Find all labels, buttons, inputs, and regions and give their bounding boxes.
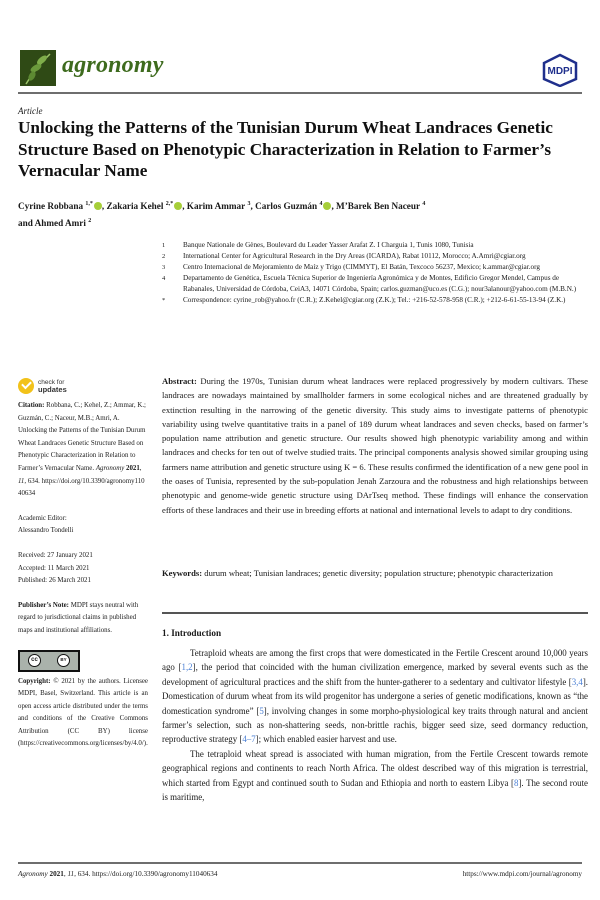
academic-editor-name: Alessandro Tondelli — [18, 527, 74, 535]
citation-volume: 11 — [18, 477, 25, 485]
footer-year: 2021 — [49, 870, 64, 878]
academic-editor-block — [18, 513, 148, 538]
author[interactable] — [18, 201, 102, 211]
by-person-icon: BY — [57, 654, 70, 667]
copyright-block — [18, 676, 148, 752]
affiliation-number: * — [162, 297, 166, 304]
cc-by-license-badge[interactable] — [18, 650, 80, 672]
author-separator: , — [331, 201, 337, 212]
affiliation-number: 4 — [162, 275, 166, 282]
paragraph — [162, 747, 588, 805]
check-for-updates-label — [38, 379, 67, 393]
keywords-text: durum wheat; Tunisian landraces; genetic diversity; population structure; phenotypic characterization — [204, 568, 553, 578]
published-date: Published: 26 March 2021 — [18, 577, 91, 585]
citation-link[interactable]: 1,2 — [181, 662, 193, 673]
article-title: Unlocking the Patterns of the Tunisian Durum Wheat Landraces Genetic Structure Based on Phenotypic Characterization in Relation to Farmer’s Vernacular Name — [18, 118, 553, 180]
affiliation-number: 2 — [162, 253, 166, 260]
author-affiliation-sup: 2 — [88, 218, 92, 225]
header-rule — [18, 92, 582, 94]
abstract — [162, 374, 588, 517]
publisher-note-text: MDPI stays neutral with regard to jurisdictional claims in published maps and institutional affiliations. — [18, 601, 139, 634]
dates-block — [18, 550, 148, 588]
text-run: ]; which enabled easier harvest and use. — [255, 734, 397, 745]
text-run: ]. The second route is maritime, — [162, 777, 588, 803]
cc-icon: cc — [28, 654, 41, 667]
author-separator: , — [182, 201, 187, 212]
orcid-icon[interactable] — [174, 202, 182, 210]
section-divider — [162, 612, 588, 614]
text-run: Tetraploid wheats are among the first crops that were domesticated in the Fertile Crescent around 10,000 years ago [ — [162, 648, 588, 673]
author-affiliation-sup: 3 — [247, 201, 251, 207]
author-name: Cyrine Robbana — [18, 201, 84, 212]
checkmark-icon — [18, 378, 34, 394]
affiliation-item — [162, 251, 592, 262]
copyright-label: Copyright: — [18, 677, 51, 685]
publisher-note-block — [18, 600, 148, 638]
footer-rule — [18, 862, 582, 864]
affiliation-text: Banque Nationale de Gènes, Boulevard du Leader Yasser Arafat Z. I Charguia 1, Tunis 1080, Tunisia — [183, 241, 474, 249]
footer-journal: Agronomy — [18, 870, 48, 878]
introduction-body — [162, 646, 588, 804]
author-affiliation-sup: 4 — [422, 201, 426, 207]
author-affiliation-sup: 4 — [319, 201, 323, 207]
affiliation-item — [162, 240, 592, 251]
text-run: ]. Domestication of durum wheat from its wild progenitor has undergone a series of genetic modifications, known as “the domestication syndrome” [ — [162, 676, 588, 716]
footer-citation: Agronomy 2021, 11, 634. https://doi.org/10.3390/agronomy11040634 — [18, 870, 218, 878]
affiliation-text: International Center for Agricultural Research in the Dry Areas (ICARDA), Rabat 10112, Morocco; A.Amri@cgiar.org — [183, 252, 526, 260]
affiliations — [162, 240, 592, 306]
keywords-label: Keywords: — [162, 568, 203, 578]
copyright-text: © 2021 by the authors. Licensee MDPI, Basel, Switzerland. This article is an open access article distributed under the terms and conditions of the Creative Commons Attribution (CC BY) license (https://creativecommons.org/licenses/by/4.0/). — [18, 677, 148, 748]
affiliation-item — [162, 262, 592, 273]
author-separator: , — [101, 201, 107, 212]
author[interactable] — [106, 201, 182, 211]
publisher-note-label: Publisher’s Note: — [18, 601, 69, 609]
journal-name: agronomy — [62, 52, 164, 78]
received-date: Received: 27 January 2021 — [18, 551, 93, 559]
author-name: Zakaria Kehel — [106, 201, 164, 212]
footer-doi-link[interactable]: , 634. https://doi.org/10.3390/agronomy11040634 — [74, 870, 218, 878]
affiliation-text: Correspondence: cyrine_rob@yahoo.fr (C.R.); Z.Kehel@cgiar.org (Z.K.); Tel.: +216-52-578-958 (C.R.); +212-6-61-55-13-94 (Z.K.) — [183, 296, 566, 304]
text-run: ], the period that coincided with the human civilization emergence, marked by several events such as the development of agricultural practices and the shift from the hunter-gatherer to a sedentary and cultivator lifestyle [ — [162, 662, 588, 687]
citation-block: Citation: Robbana, C.; Kehel, Z.; Ammar, K.; Guzmán, C.; Naceur, M.B.; Amri, A. Unlocking the Patterns of the Tunisian Durum Wheat Landraces Genetic Structure Based on Phenotypic Characterization in Relation to Farmer’s Vernacular Name. Agronomy 2021, 11, 634. https://doi.org/10.3390/agronomy11040634 — [18, 402, 146, 498]
check-for-updates-line1: check for — [38, 379, 65, 386]
check-for-updates-button[interactable] — [18, 378, 148, 394]
footer-volume: 11 — [67, 870, 75, 878]
author[interactable] — [255, 201, 331, 211]
author-affiliation-sup: 1,* — [85, 201, 93, 207]
check-for-updates-line2: updates — [38, 385, 67, 394]
footer-journal-url[interactable]: https://www.mdpi.com/journal/agronomy — [462, 870, 582, 878]
paragraph — [162, 646, 588, 747]
author[interactable] — [336, 201, 425, 211]
affiliation-item — [162, 295, 592, 306]
citation-label: Citation: — [18, 402, 45, 409]
affiliation-number: 1 — [162, 242, 166, 249]
author-name: Karim Ammar — [186, 201, 246, 212]
citation-link[interactable]: 4–7 — [242, 734, 256, 745]
author-affiliation-sup: 2,* — [165, 201, 174, 207]
article-type-label: Article — [18, 106, 43, 116]
citation-link[interactable]: 3,4 — [571, 676, 583, 687]
citation-link[interactable]: 5 — [259, 705, 264, 716]
affiliation-item — [162, 273, 592, 295]
author-list — [18, 197, 588, 231]
abstract-label: Abstract: — [162, 376, 197, 386]
affiliation-text: Centro Internacional de Mejoramiento de Maíz y Trigo (CIMMYT), El Batán, Texcoco 56237, Mexico; k.ammar@cgiar.org — [183, 263, 540, 271]
citation-doi-link[interactable]: , 634. https://doi.org/10.3390/agronomy11040634 — [18, 477, 145, 498]
citation-text: Robbana, C.; Kehel, Z.; Ammar, K.; Guzmán, C.; Naceur, M.B.; Amri, A. Unlocking the Patterns of the Tunisian Durum Wheat Landraces Genetic Structure Based on Phenotypic Characterization in Relation to Farmer’s Vernacular Name. — [18, 402, 146, 472]
affiliation-text: Departamento de Genética, Escuela Técnica Superior de Ingeniería Agronómica y de Montes, Edificio Gregor Mendel, Campus de Rabanales, Universidad de Córdoba, CeiA3, 14071 Córdoba, Spain; carlos.guzman@uco.es (C.G.); nour3alanour@yahoo.com (M.B.N.) — [183, 274, 577, 293]
section-heading-introduction: 1. Introduction — [162, 628, 222, 638]
accepted-date: Accepted: 11 March 2021 — [18, 564, 90, 572]
affiliation-number: 3 — [162, 264, 166, 271]
sidebar — [18, 378, 148, 751]
keywords — [162, 566, 588, 580]
orcid-icon[interactable] — [94, 202, 102, 210]
text-run: ], involving changes in some morpho-physiological key traits through natural and ancient farmer’s selection, such as non-shattering seeds, non-brittle rachis, bigger seed size, seed dormancy reduction, reproductive strategy [ — [162, 705, 588, 745]
academic-editor-label: Academic Editor: — [18, 514, 67, 522]
citation-year: 2021 — [126, 464, 140, 472]
mdpi-logo-icon — [540, 53, 580, 87]
mdpi-logo-text: MDPI — [547, 66, 573, 77]
citation-journal: Agronomy — [95, 464, 125, 472]
journal-logo-icon — [20, 50, 56, 86]
author[interactable] — [187, 201, 251, 211]
abstract-text: During the 1970s, Tunisian durum wheat landraces were replaced progressively by modern cultivars. These landraces are nowadays maintained by smallholder farmers in some ecological niches and are threatened gradually by extinction resulting in the narrowing of the genetic diversity. This study aims to investigate patterns of phenotypic variability using twelve quantitative traits in a panel of 189 durum wheat landraces and seven checks, based on farmer’s population name attribution and genetic structure. Our results showed high phenotypic variability among and within landraces and checks for ten out of twelve studied traits. The principal components analysis showed similar grouping using farmers name attribution and genetic structure using K = 6. These results confirmed the identification of a new gene pool in the oases of Tunisia, represented by the sub-population Jenah Zarzoura and the robustness and high relationships between phenotypic and genome-wide genetic structure using DArTseq method. These findings will enhance the conservation efforts of these landraces and their use in breeding efforts at national and international levels to adapt to dry conditions. — [162, 376, 588, 515]
citation-link[interactable]: 8 — [514, 777, 519, 788]
author-separator: , — [250, 201, 256, 212]
author-name: and Ahmed Amri — [18, 218, 86, 229]
author-name: M’Barek Ben Naceur — [336, 201, 421, 212]
author-name: Carlos Guzmán — [255, 201, 318, 212]
author[interactable] — [18, 218, 91, 228]
text-run: The tetraploid wheat spread is associated with human migration, from the Fertile Crescent towards remote geographical regions and continents to reach North Africa. The oldest described way of this migration is terrestrial, which started from Egypt and continued south to Sudan and Ethiopia and north to eastern Libya [ — [162, 748, 588, 788]
